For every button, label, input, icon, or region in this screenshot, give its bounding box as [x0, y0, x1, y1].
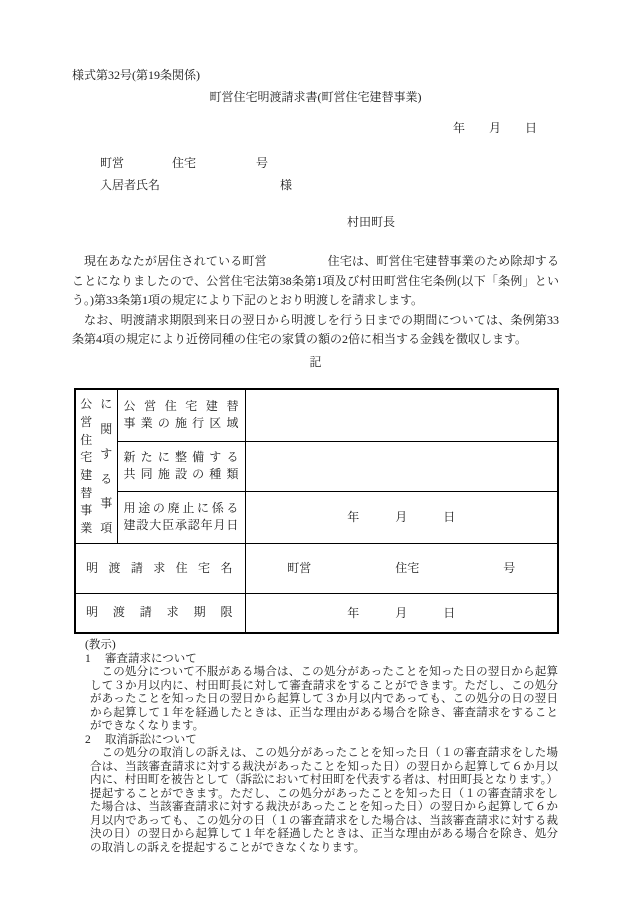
body-paragraph: 現在あなたが居住されている町営 住宅は、町営住宅建替事業のため除却することになりましたので、公営住宅法第38条第1項及び村田町営住宅条例(以下「条例」という。)第33条第1項の規定により下記のとおり明渡しを請求します。 [72, 254, 559, 307]
table-row-label: 新 た に 整 備 す る 共 同 施 設 の 種 類 [117, 441, 245, 491]
table-row-label: 明 渡 請 求 期 限 [75, 593, 245, 633]
table-row-label: 用 途 の 廃 止 に 係 る 建 設 大 臣 承 認 年 月 日 [117, 491, 245, 543]
notice-item-title-text: 審査請求について [105, 652, 197, 665]
table-row-value [245, 389, 558, 441]
notice-section [72, 639, 559, 855]
table-row [75, 491, 558, 543]
table-row [75, 543, 558, 593]
table-row [75, 441, 558, 491]
table-row [75, 389, 558, 441]
form-number-line: 様式第32号(第19条関係) [72, 68, 200, 82]
date-line: 年 月 日 [452, 121, 537, 135]
vertical-category-header-cell [75, 389, 117, 543]
vertical-header-line: 公 営 住 宅 建 替 事 業 [80, 397, 93, 536]
table-row-value [245, 441, 558, 491]
vertical-header-line: に 関 す る 事 項 [100, 397, 113, 536]
table-row-value: 年 月 日 [245, 593, 558, 633]
notice-item-number: 2 [85, 733, 91, 746]
vertical-category-header [80, 397, 112, 535]
notice-item-number: 1 [85, 652, 91, 665]
document-title: 町営住宅明渡請求書(町営住宅建替事業) [209, 90, 422, 104]
housing-address-line: 町営 住宅 号 [100, 156, 269, 170]
body-paragraph: なお、明渡請求期限到来日の翌日から明渡しを行う日までの期間については、条例第33条第4項の規定により近傍同種の住宅の家賃の額の2倍に相当する金銭を徴収します。 [72, 312, 559, 346]
table-row-label: 明 渡 請 求 住 宅 名 [75, 543, 245, 593]
notice-item-body: この処分の取消しの訴えは、この処分があったことを知った日（１の審査請求をした場合は、当該審査請求に対する裁決があったことを知った日）の翌日から起算して６か月以内に、村田町を被告として（訴訟において村田町を代表する者は、村田町長となります。）提起することができます。ただし、この処分があったことを知った日（１の審査請求をした場合は、当該審査請求に対する裁決があったことを知った日）の翌日から起算して６か月以内であっても、この処分の日（１の審査請求をした場合は、当該審査請求に対する裁決の日）の翌日から起算して１年を経過したときは、正当な理由がある場合を除き、処分の取消しの訴えを提起することができなくなります。 [90, 747, 558, 854]
takeover-request-table [74, 388, 559, 634]
body-text [72, 252, 559, 350]
notice-heading: (教示) [85, 639, 116, 651]
table-row [75, 593, 558, 633]
table-row-value: 町営 住宅 号 [245, 543, 558, 593]
notice-item-title [85, 734, 559, 748]
table-row-value: 年 月 日 [245, 491, 558, 543]
notice-item-body: この処分について不服がある場合は、この処分があったことを知った日の翌日から起算して３か月以内に、村田町長に対して審査請求をすることができます。ただし、この処分があったことを知った日の翌日から起算して３か月以内であっても、この処分の日の翌日から起算して１年を経過したときは、正当な理由がある場合を除き、審査請求をすることができなくなります。 [90, 666, 558, 732]
resident-name-line: 入居者氏名 様 [100, 178, 293, 192]
notice-item-title [85, 653, 559, 667]
sender-name: 村田町長 [347, 215, 396, 229]
record-marker: 記 [309, 354, 322, 369]
notice-item-title-text: 取消訴訟について [105, 733, 197, 746]
table-row-label: 公 営 住 宅 建 替 事 業 の 施 行 区 域 [117, 389, 245, 441]
